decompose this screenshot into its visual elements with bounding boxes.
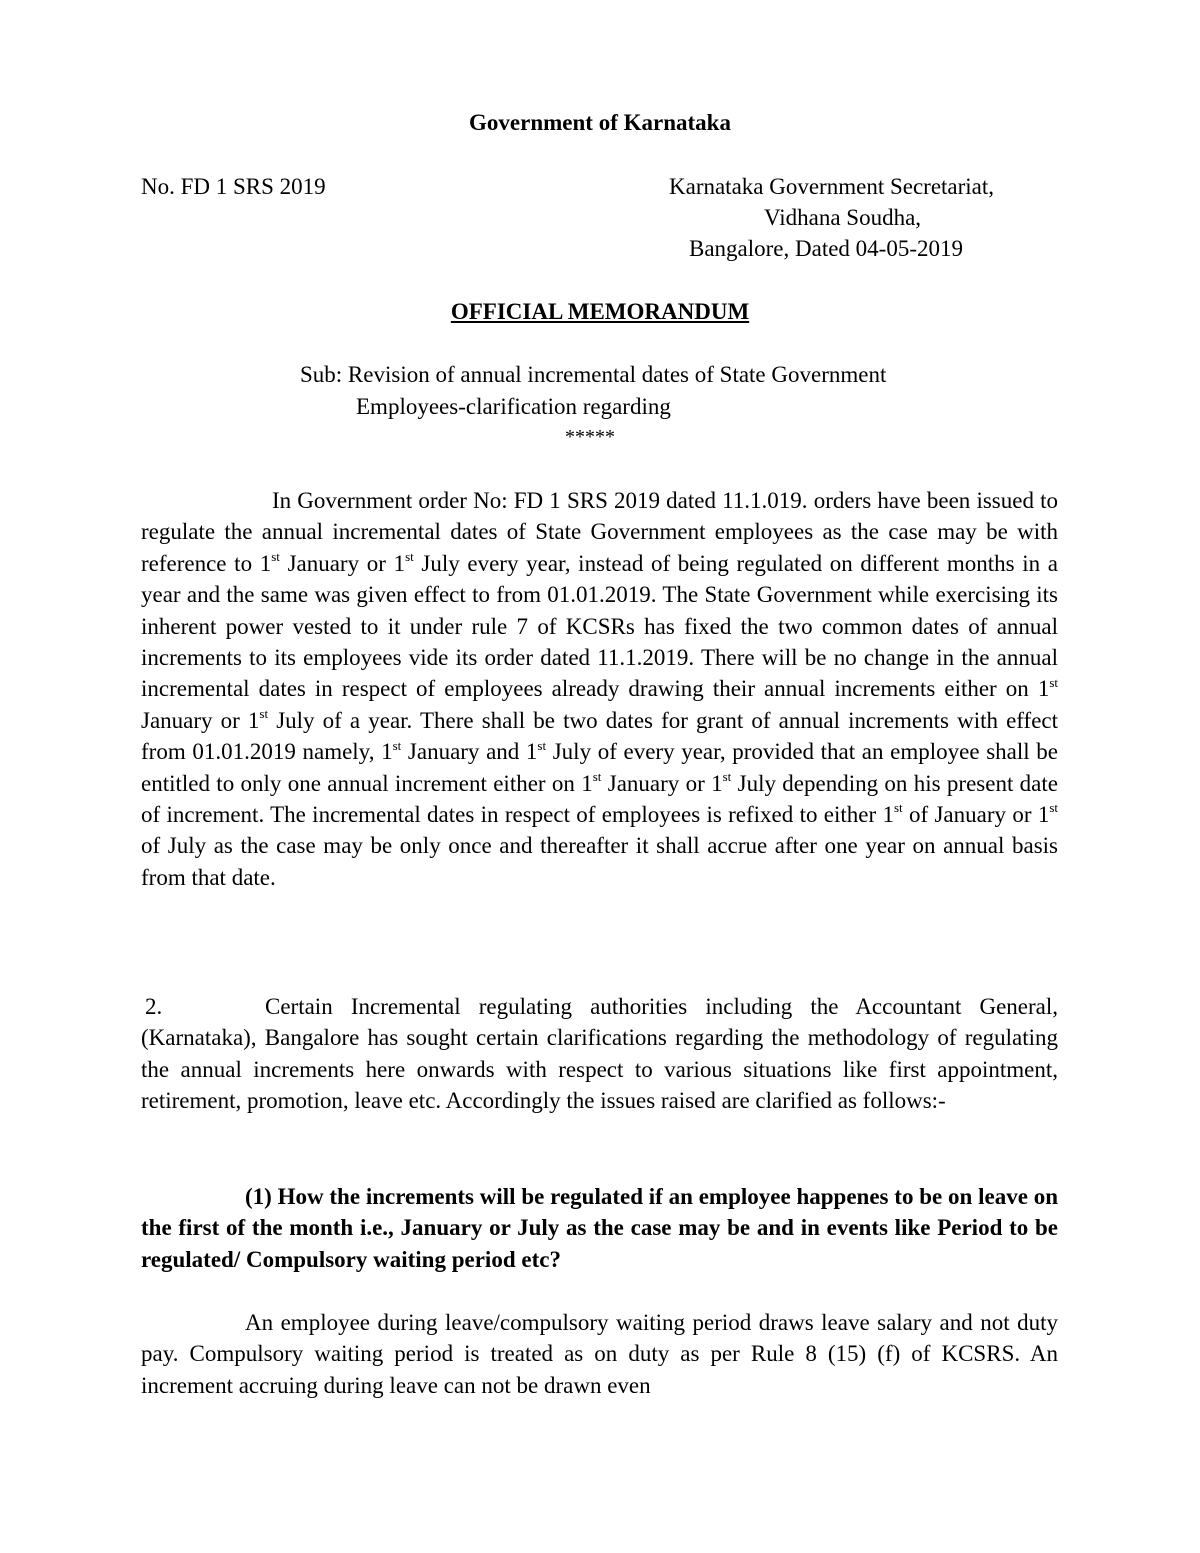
paragraph-2-number: 2. (145, 994, 163, 1019)
address-line-1: Karnataka Government Secretariat, (669, 174, 995, 199)
question-1: (1) How the increments will be regulated if an employee happenes to be on leave on the first of the month i.e., January or July as the case may be and in events like Period to be regulated/ Compulsory waiting period etc? (141, 1184, 1058, 1272)
memorandum-title: OFFICIAL MEMORANDUM (450, 299, 750, 324)
paragraph-1: In Government order No: FD 1 SRS 2019 dated 11.1.019. orders have been issued to regulate the annual incremental dates of State Government employees as the case may be with reference to 1st January or 1st July every year, instead of being regulated on different months in a year and the same was given effect to from 01.01.2019. The State Government while exercising its inherent power vested to it under rule 7 of KCSRs has fixed the two common dates of annual increments to its employees vide its order dated 11.1.2019. There will be no change in the annual incremental dates in respect of employees already drawing their annual increments either on 1st January or 1st July of a year. There shall be two dates for grant of annual increments with effect from 01.01.2019 namely, 1st January and 1st July of every year, provided that an employee shall be entitled to only one annual increment either on 1st January or 1st July depending on his present date of increment. The incremental dates in respect of employees is refixed to either 1st of January or 1st of July as the case may be only once and thereafter it shall accrue after one year on annual basis from that date. (141, 488, 1059, 890)
subject-line-1: Sub: Revision of annual incremental dates of State Government (300, 362, 887, 387)
government-heading: Government of Karnataka (469, 110, 731, 135)
address-line-3: Bangalore, Dated 04-05-2019 (689, 236, 964, 261)
address-line-2: Vidhana Soudha, (764, 205, 922, 230)
order-number: No. FD 1 SRS 2019 (141, 174, 326, 199)
answer-1: An employee during leave/compulsory waiting period draws leave salary and not duty pay. Compulsory waiting period is treated as on duty as per Rule 8 (15) (f) of KCSRS. An increment accruing during leave can not be drawn even (141, 1310, 1058, 1398)
paragraph-2: 2. Certain Incremental regulating authorities including the Accountant General, (Karnataka), Bangalore has sought certain clarifications regarding the methodology of regulating the annual increments here onwards with respect to various situations like first appointment, retirement, promotion, leave etc. Accordingly the issues raised are clarified as follows:- (141, 991, 1058, 1117)
subject-stars: ***** (565, 426, 615, 448)
subject-line-2: Employees-clarification regarding (356, 394, 671, 419)
